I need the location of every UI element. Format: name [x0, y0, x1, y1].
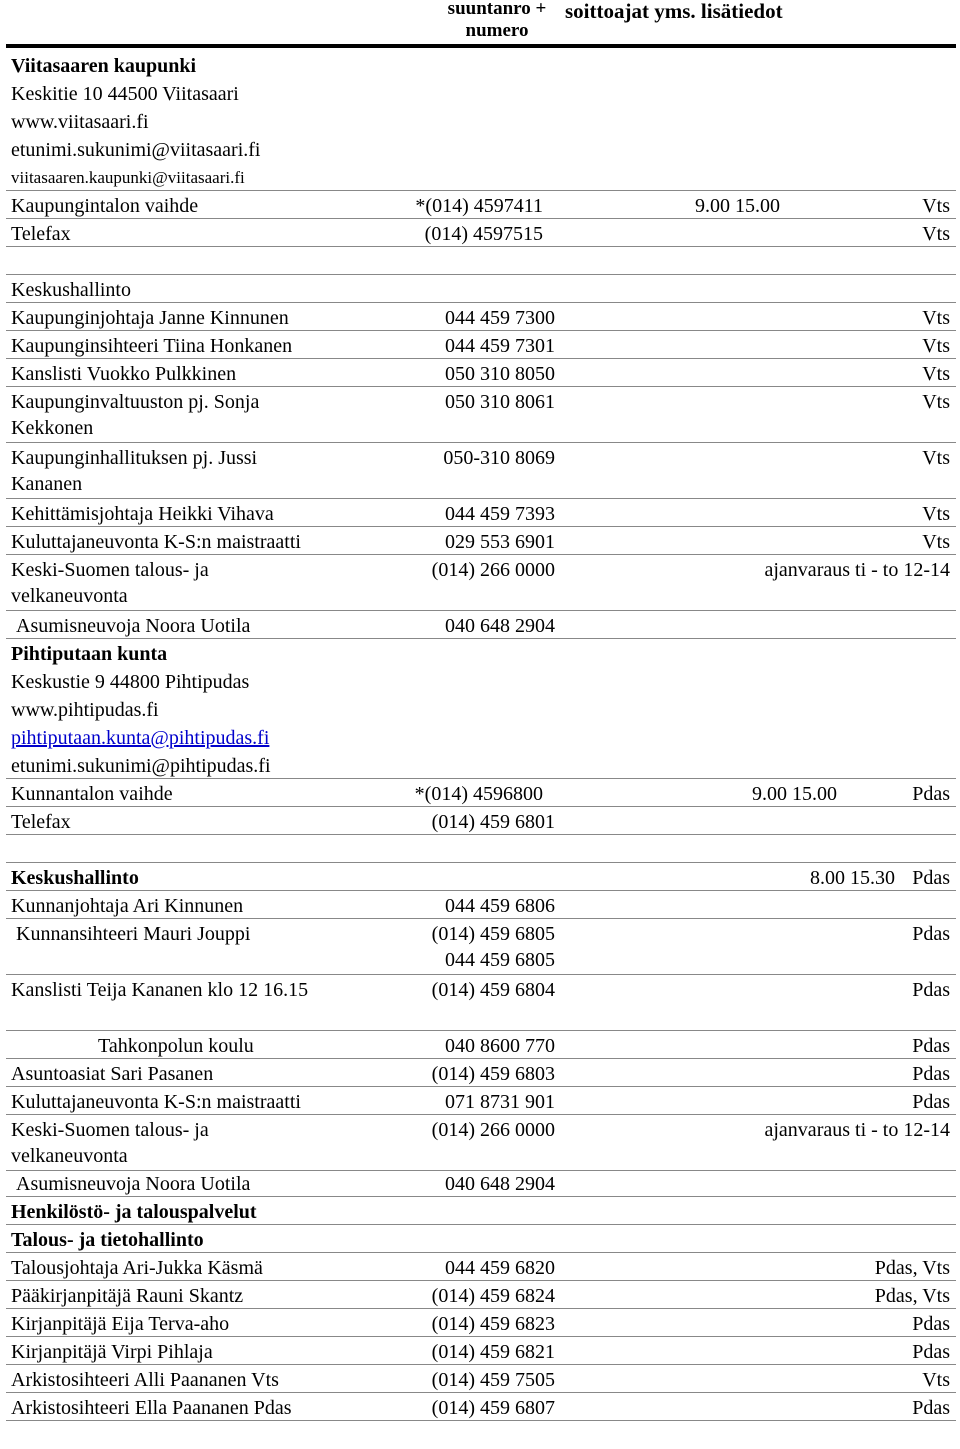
divider [6, 974, 956, 975]
table-header [0, 0, 960, 48]
org-email-link: pihtiputaan.kunta@pihtipudas.fi [11, 727, 270, 749]
divider [6, 1196, 956, 1197]
contact-row: Kaupunginsihteeri Tiina Honkanen 044 459 7301 Vts [11, 335, 950, 357]
divider [6, 190, 956, 191]
divider [6, 1336, 956, 1337]
header-notes-column: soittoajat yms. lisätiedot [565, 0, 783, 23]
divider [6, 1224, 956, 1225]
contact-row: Kunnanjohtaja Ari Kinnunen 044 459 6806 [11, 895, 555, 917]
divider [6, 610, 956, 611]
org-email-2: viitasaaren.kaupunki@viitasaari.fi [11, 168, 245, 187]
divider [6, 358, 956, 359]
divider [6, 806, 956, 807]
divider [6, 1280, 956, 1281]
divider [6, 554, 956, 555]
divider [6, 1392, 956, 1393]
contact-row: Kaupunginhallituksen pj. Jussi Kananen 050-310 8069 Vts [11, 447, 950, 495]
divider [6, 1364, 956, 1365]
contact-row: Keski-Suomen talous- ja velkaneuvonta (014) 266 0000 ajanvaraus ti - to 12-14 [11, 1119, 950, 1167]
divider [6, 1252, 956, 1253]
divider [6, 1030, 956, 1031]
switchboard-row: Kunnantalon vaihde *(014) 4596800 9.00 15.00 Pdas [11, 783, 950, 805]
org-email: etunimi.sukunimi@viitasaari.fi [11, 139, 261, 161]
switchboard-row: Kaupungintalon vaihde *(014) 4597411 9.00 15.00 Vts [11, 195, 950, 217]
contact-row: Kuluttajaneuvonta K-S:n maistraatti 029 553 6901 Vts [11, 531, 950, 553]
fax-row: Telefax (014) 459 6801 [11, 811, 555, 833]
section-title: Henkilöstö- ja talouspalvelut [11, 1201, 257, 1223]
org-address: Keskustie 9 44800 Pihtipudas [11, 671, 250, 693]
org-website: www.pihtipudas.fi [11, 699, 159, 721]
divider [6, 1086, 956, 1087]
section-title: Keskushallinto [11, 279, 131, 301]
contact-row: Arkistosihteeri Ella Paananen Pdas (014) 459 6807 Pdas [11, 1397, 950, 1419]
divider [6, 246, 956, 247]
contact-row: Kunnansihteeri Mauri Jouppi (014) 459 6805 044 459 6805 Pdas [16, 923, 950, 971]
contact-row: Asumisneuvoja Noora Uotila 040 648 2904 [16, 1173, 555, 1195]
divider [6, 442, 956, 443]
header-rule [6, 44, 956, 48]
contact-row: Pääkirjanpitäjä Rauni Skantz (014) 459 6824 Pdas, Vts [11, 1285, 950, 1307]
contact-row: Kirjanpitäjä Eija Terva-aho (014) 459 6823 Pdas [11, 1313, 950, 1335]
contact-row: Kehittämisjohtaja Heikki Vihava 044 459 7393 Vts [11, 503, 950, 525]
divider [6, 330, 956, 331]
divider [6, 302, 956, 303]
divider [6, 526, 956, 527]
org-website: www.viitasaari.fi [11, 111, 149, 133]
divider [6, 386, 956, 387]
divider [6, 890, 956, 891]
org-name: Viitasaaren kaupunki [11, 55, 197, 77]
contact-row: Asumisneuvoja Noora Uotila 040 648 2904 [16, 615, 555, 637]
org-address: Keskitie 10 44500 Viitasaari [11, 83, 239, 105]
divider [6, 498, 956, 499]
divider [6, 1114, 956, 1115]
contact-row: Asuntoasiat Sari Pasanen (014) 459 6803 Pdas [11, 1063, 950, 1085]
divider [6, 834, 956, 835]
org-email: etunimi.sukunimi@pihtipudas.fi [11, 755, 271, 777]
divider [6, 1308, 956, 1309]
section-title: Talous- ja tietohallinto [11, 1229, 204, 1251]
contact-row: Kanslisti Vuokko Pulkkinen 050 310 8050 Vts [11, 363, 950, 385]
contact-row: Kaupunginvaltuuston pj. Sonja Kekkonen 050 310 8061 Vts [11, 391, 950, 439]
contact-row: Kanslisti Teija Kananen klo 12 16.15 (014) 459 6804 Pdas [11, 979, 950, 1001]
contact-row: Talousjohtaja Ari-Jukka Käsmä 044 459 6820 Pdas, Vts [11, 1257, 950, 1279]
contact-row: Keski-Suomen talous- ja velkaneuvonta (014) 266 0000 ajanvaraus ti - to 12-14 [11, 559, 950, 607]
contact-row: Kuluttajaneuvonta K-S:n maistraatti 071 8731 901 Pdas [11, 1091, 950, 1113]
divider [6, 638, 956, 639]
divider [6, 274, 956, 275]
org-name: Pihtiputaan kunta [11, 643, 168, 665]
divider [6, 778, 956, 779]
contact-row: Kaupunginjohtaja Janne Kinnunen 044 459 7300 Vts [11, 307, 950, 329]
contact-row: Arkistosihteeri Alli Paananen Vts (014) 459 7505 Vts [11, 1369, 950, 1391]
section-title: Keskushallinto 8.00 15.30 Pdas [11, 867, 950, 889]
divider [6, 1058, 956, 1059]
fax-row: Telefax (014) 4597515 Vts [11, 223, 950, 245]
divider [6, 918, 956, 919]
header-phone-column: suuntanro + numero [447, 0, 547, 41]
divider [6, 1420, 956, 1421]
divider [6, 862, 956, 863]
contact-row: Tahkonpolun koulu 040 8600 770 Pdas [98, 1035, 950, 1057]
divider [6, 218, 956, 219]
contact-row: Kirjanpitäjä Virpi Pihlaja (014) 459 6821 Pdas [11, 1341, 950, 1363]
